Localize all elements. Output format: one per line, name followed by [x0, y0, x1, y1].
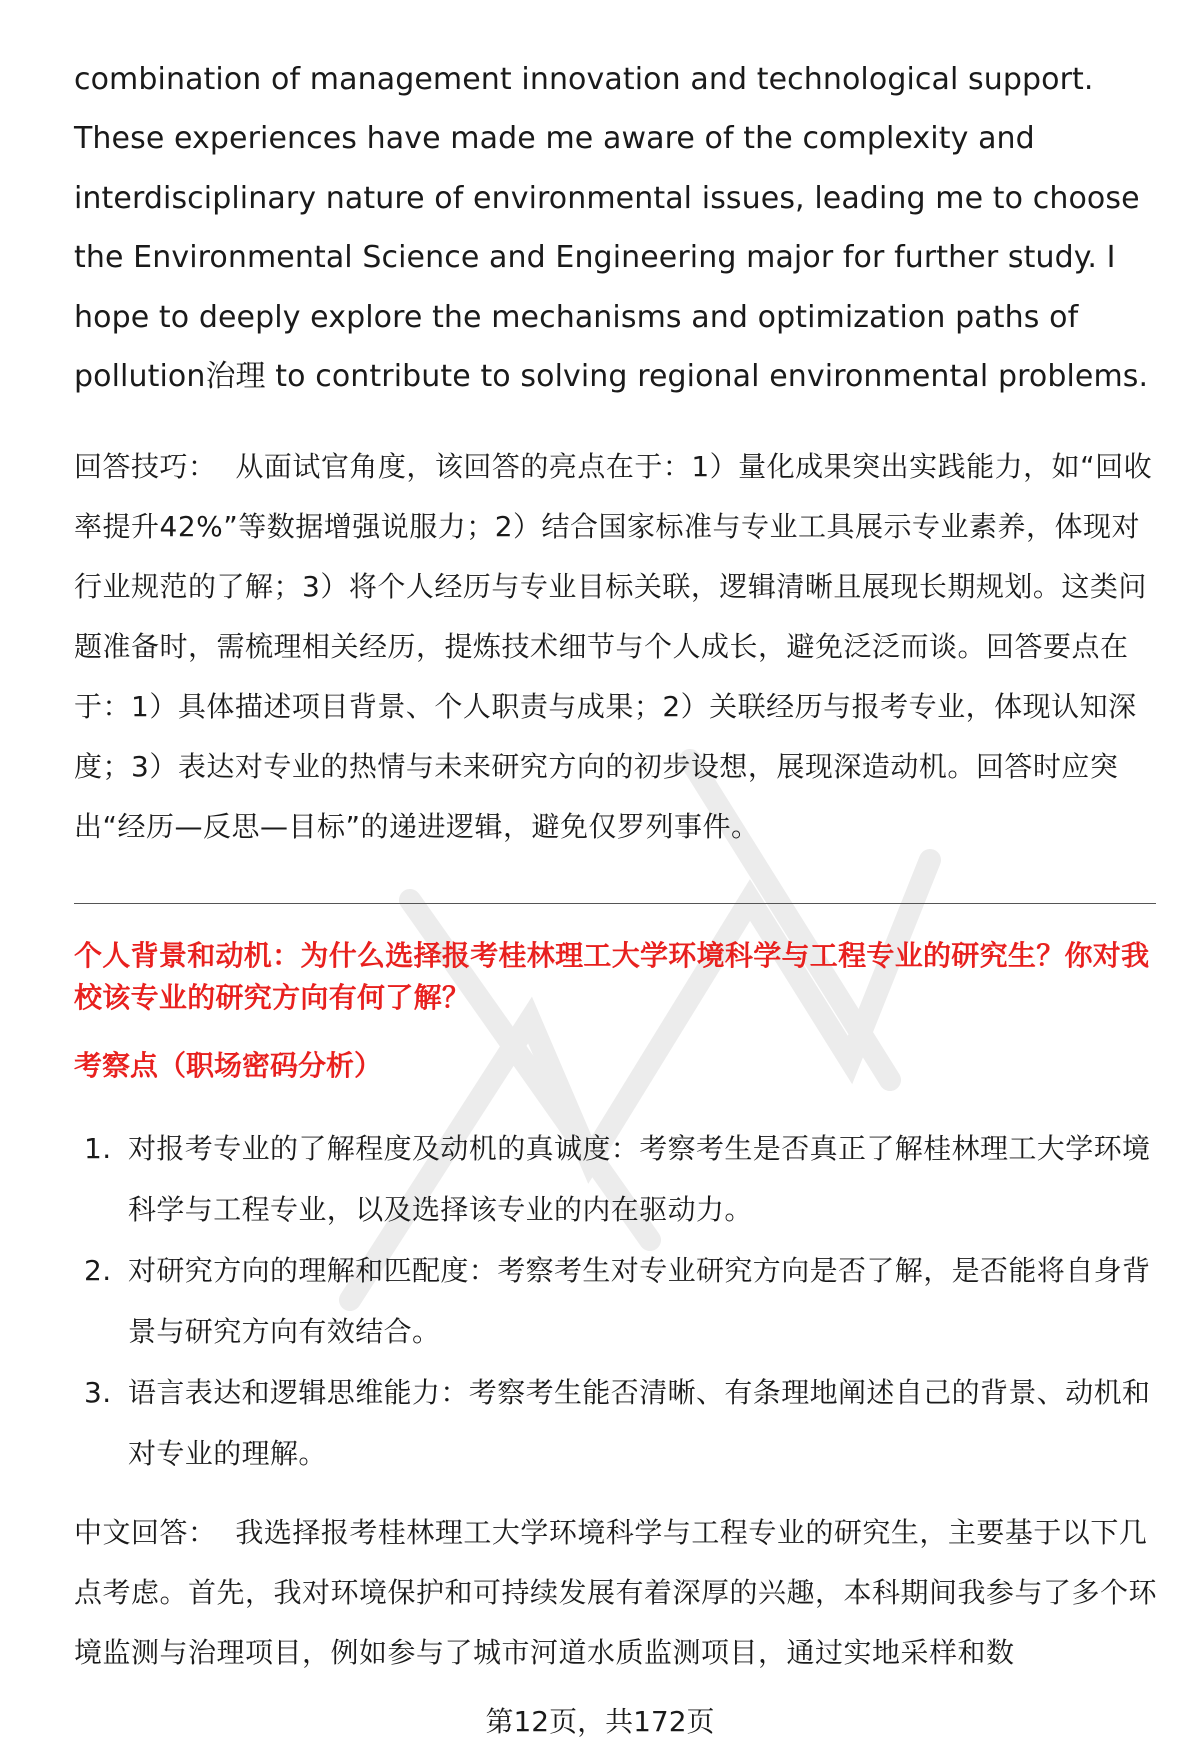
chinese-answer-text: 我选择报考桂林理工大学环境科学与工程专业的研究生，主要基于以下几点考虑。首先，我对环境保护和可持续发展有着深厚的兴趣，本科期间我参与了多个环境监测与治理项目，例如参与了城市河道水质监测项目，通过实地采样和数	[74, 1516, 1158, 1669]
chinese-answer-paragraph	[74, 1503, 1164, 1683]
answer-tips-paragraph	[74, 437, 1164, 857]
assessment-point	[74, 1362, 1164, 1484]
assessment-points-list	[74, 1118, 1164, 1484]
point-number: 2.	[84, 1254, 112, 1287]
point-text: 对报考专业的了解程度及动机的真诚度：考察考生是否真正了解桂林理工大学环境科学与工程专业，以及选择该专业的内在驱动力。	[128, 1132, 1151, 1226]
page-number-footer: 第12页，共172页	[485, 1705, 715, 1738]
point-number: 3.	[84, 1376, 112, 1409]
english-answer-paragraph: combination of management innovation and technological support. These experiences have made me aware of the complexity and interdisciplinary nature of environmental issues, leading me to choose the Environmental Science and Engineering major for further study. I hope to deeply explore the mechanisms and optimization paths of pollution治理 to contribute to solving regional environmental problems.	[74, 62, 1149, 395]
assessment-point	[74, 1240, 1164, 1362]
point-text: 对研究方向的理解和匹配度：考察考生对专业研究方向是否了解，是否能将自身背景与研究方向有效结合。	[128, 1254, 1151, 1348]
question-heading: 个人背景和动机：为什么选择报考桂林理工大学环境科学与工程专业的研究生？你对我校该专业的研究方向有何了解？	[74, 939, 1150, 1014]
point-number: 1.	[84, 1132, 112, 1165]
section-divider	[74, 903, 1156, 904]
chinese-answer-label: 中文回答：	[74, 1516, 217, 1549]
tips-text: 从面试官角度，该回答的亮点在于：1）量化成果突出实践能力，如“回收率提升42%”等数据增强说服力；2）结合国家标准与专业工具展示专业素养，体现对行业规范的了解；3）将个人经历与专业目标关联，逻辑清晰且展现长期规划。这类问题准备时，需梳理相关经历，提炼技术细节与个人成长，避免泛泛而谈。回答要点在于：1）具体描述项目背景、个人职责与成果；2）关联经历与报考专业，体现认知深度；3）表达对专业的热情与未来研究方向的初步设想，展现深造动机。回答时应突出“经历—反思—目标”的递进逻辑，避免仅罗列事件。	[74, 450, 1153, 843]
tips-label: 回答技巧：	[74, 450, 217, 483]
point-text: 语言表达和逻辑思维能力：考察考生能否清晰、有条理地阐述自己的背景、动机和对专业的理解。	[128, 1376, 1151, 1470]
assessment-heading: 考察点（职场密码分析）	[74, 1049, 383, 1082]
assessment-point	[74, 1118, 1164, 1240]
